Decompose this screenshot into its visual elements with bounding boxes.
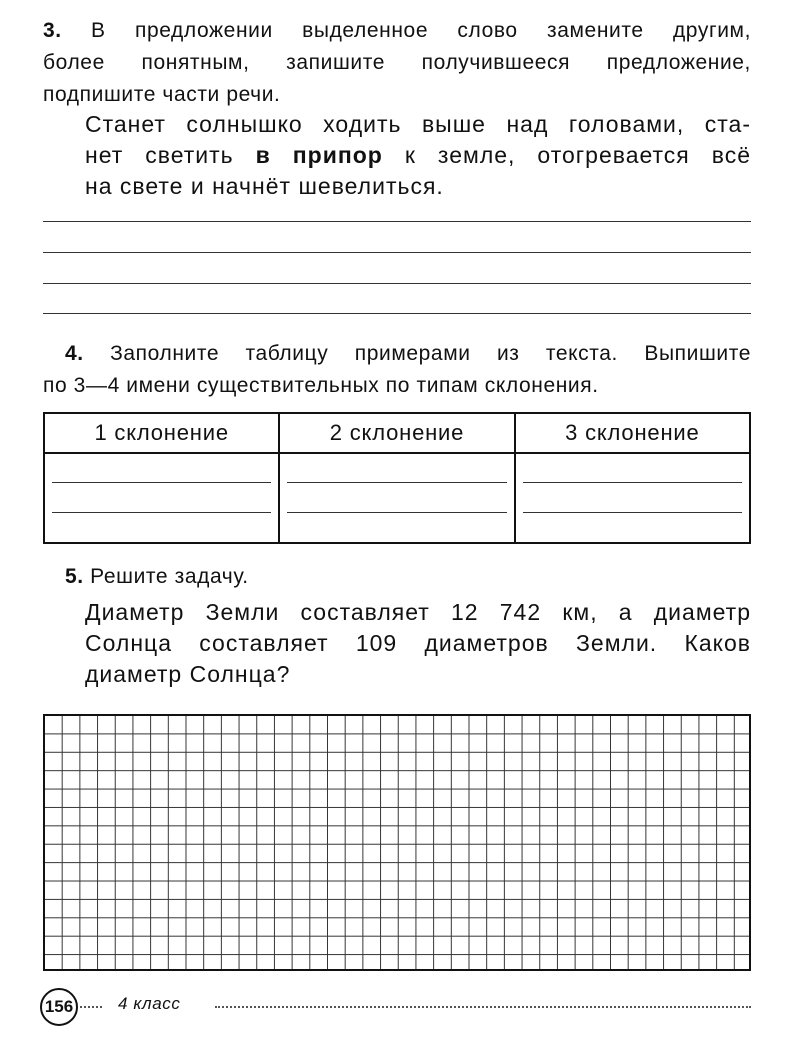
task3-sentence-line-3: на свете и начнёт шевелиться. bbox=[85, 173, 444, 199]
declension-table bbox=[43, 412, 751, 544]
task5-problem bbox=[85, 597, 751, 690]
task5-instruction: 5. Решите задачу. bbox=[65, 565, 249, 588]
task3-instruction-line-2: более понятным, запишите получившееся предложение, bbox=[43, 51, 751, 74]
task5-problem-line-3: диаметр Солнца? bbox=[85, 661, 291, 687]
highlighted-word: в припор bbox=[255, 142, 383, 168]
task4-instruction-line-1: 4. Заполните таблицу примерами из текста. Выпишите bbox=[65, 342, 751, 365]
task3-sentence-line-2: нет светить в припор к земле, отогревается всё bbox=[85, 142, 751, 168]
declension-cell-1[interactable] bbox=[44, 453, 279, 543]
declension-cell-3[interactable] bbox=[515, 453, 750, 543]
task3-sentence-line-1: Станет солнышко ходить выше над головами, ста- bbox=[85, 111, 751, 137]
answer-line[interactable] bbox=[43, 283, 751, 284]
task4-instruction bbox=[43, 338, 751, 402]
task3-instruction bbox=[43, 15, 751, 111]
task5-problem-line-1: Диаметр Земли составляет 12 742 км, а диаметр bbox=[85, 599, 751, 625]
declension-cell-2[interactable] bbox=[279, 453, 514, 543]
footer-dots-left bbox=[80, 1006, 102, 1008]
grade-label: 4 класс bbox=[118, 994, 181, 1013]
declension-header-3: 3 склонение bbox=[515, 413, 750, 453]
declension-header-2: 2 склонение bbox=[279, 413, 514, 453]
answer-line[interactable] bbox=[43, 313, 751, 314]
task3-sentence bbox=[85, 109, 751, 202]
task5-problem-line-2: Солнца составляет 109 диаметров Земли. Каков bbox=[85, 630, 751, 656]
declension-header-1: 1 склонение bbox=[44, 413, 279, 453]
solution-grid[interactable] bbox=[43, 714, 751, 971]
task4-number: 4. bbox=[65, 342, 84, 365]
page-number: 156 bbox=[40, 988, 78, 1026]
task3-instruction-line-1: 3. В предложении выделенное слово замените другим, bbox=[43, 19, 752, 42]
footer-dots-right bbox=[215, 1006, 751, 1008]
task3-instruction-line-3: подпишите части речи. bbox=[43, 83, 281, 106]
task3-number: 3. bbox=[43, 19, 62, 42]
task5-number: 5. bbox=[65, 565, 84, 588]
answer-line[interactable] bbox=[43, 252, 751, 253]
task4-instruction-line-2: по 3—4 имени существительных по типам склонения. bbox=[43, 374, 599, 397]
answer-line[interactable] bbox=[43, 221, 751, 222]
